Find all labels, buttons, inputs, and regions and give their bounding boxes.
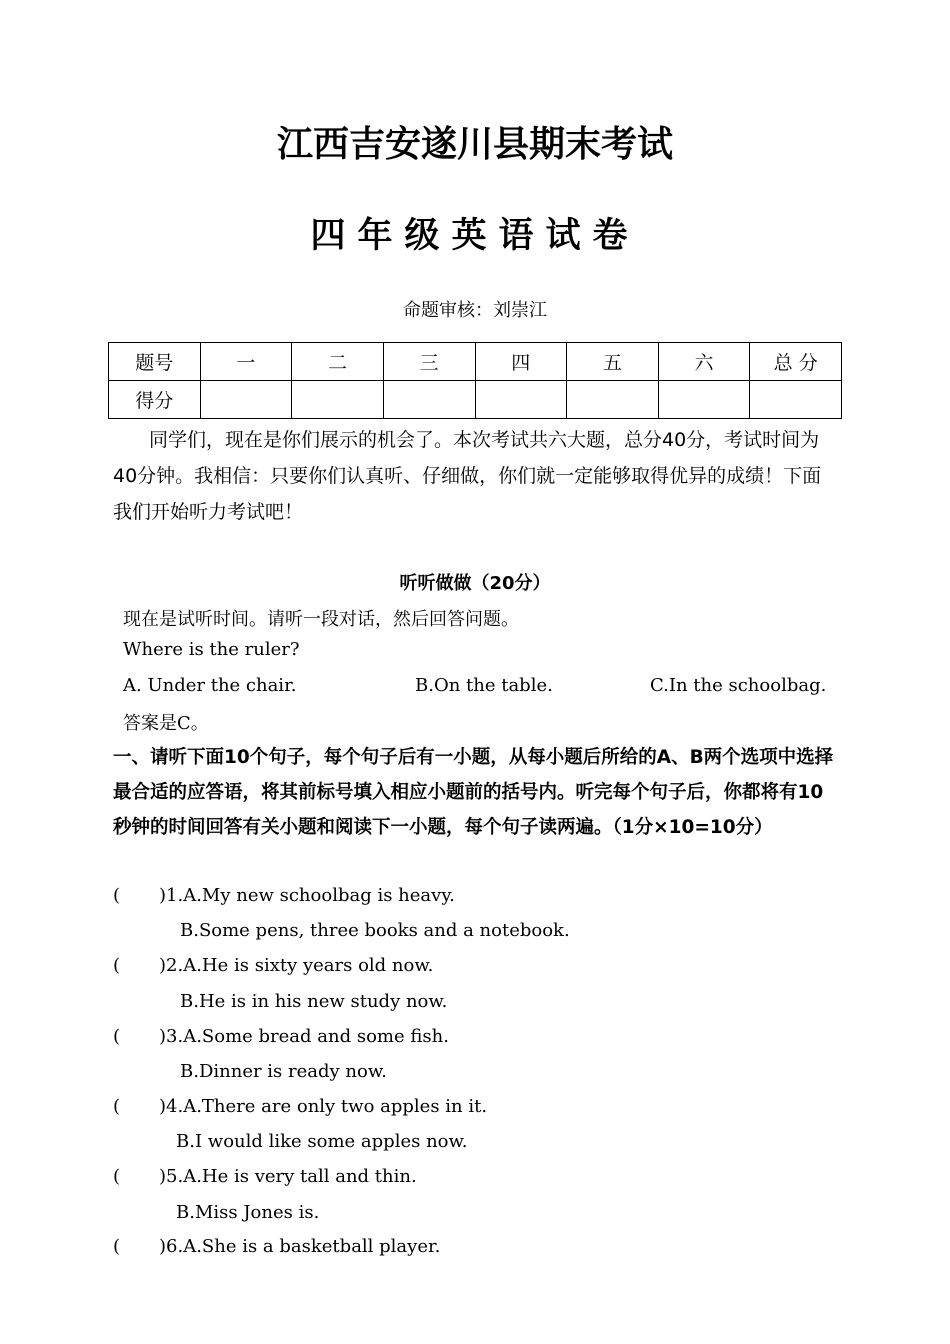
score-cell[interactable] bbox=[750, 381, 842, 419]
score-table-header-cell: 六 bbox=[658, 343, 750, 381]
trial-option-c: C.In the schoolbag. bbox=[650, 675, 827, 696]
trial-instruction: 现在是试听时间。请听一段对话，然后回答问题。 bbox=[123, 609, 519, 630]
score-table-header-cell: 一 bbox=[200, 343, 292, 381]
question-1-option-b: B.Some pens, three books and a notebook. bbox=[180, 920, 570, 941]
trial-option-a: A. Under the chair. bbox=[123, 675, 297, 696]
score-table-header-row bbox=[109, 343, 842, 381]
question-2-option-b: B.He is in his new study now. bbox=[180, 991, 448, 1012]
answer-bracket[interactable]: ( bbox=[113, 955, 121, 976]
question-4-option-a: ( )4.A.There are only two apples in it. bbox=[113, 1096, 488, 1117]
part1-instruction: 一、请听下面10个句子，每个句子后有一小题，从每小题后所给的A、B两个选项中选择最合适的应答语，将其前标号填入相应小题前的括号内。听完每个句子后，你都将有10秒钟的时间回答有关小题和阅读下一小题，每个句子读两遍。（1分×10=10分） bbox=[113, 747, 834, 838]
question-3-option-a: ( )3.A.Some bread and some fish. bbox=[113, 1026, 449, 1047]
exam-subtitle: 四年级英语试卷 bbox=[310, 216, 640, 256]
question-2-option-a: ( )2.A.He is sixty years old now. bbox=[113, 955, 434, 976]
score-cell[interactable] bbox=[200, 381, 292, 419]
score-table-header-cell: 二 bbox=[292, 343, 384, 381]
score-table bbox=[108, 342, 842, 419]
score-cell[interactable] bbox=[475, 381, 567, 419]
exam-title: 江西吉安遂川县期末考试 bbox=[276, 124, 673, 165]
trial-option-b: B.On the table. bbox=[415, 675, 553, 696]
score-cell[interactable] bbox=[383, 381, 475, 419]
score-table-header-cell: 四 bbox=[475, 343, 567, 381]
trial-answer: 答案是C。 bbox=[123, 713, 209, 734]
score-table-score-row bbox=[109, 381, 842, 419]
question-1-option-a: ( )1.A.My new schoolbag is heavy. bbox=[113, 885, 455, 906]
question-5-option-a: ( )5.A.He is very tall and thin. bbox=[113, 1166, 417, 1187]
score-table-header-cell: 总 分 bbox=[750, 343, 842, 381]
trial-question: Where is the ruler? bbox=[123, 639, 300, 660]
answer-bracket[interactable]: ( bbox=[113, 1236, 121, 1257]
listening-section-title: 听听做做（20分） bbox=[399, 573, 551, 594]
score-cell[interactable] bbox=[658, 381, 750, 419]
answer-bracket[interactable]: ( bbox=[113, 1096, 121, 1117]
answer-bracket[interactable]: ( bbox=[113, 1166, 121, 1187]
intro-paragraph: 同学们，现在是你们展示的机会了。本次考试共六大题，总分40分，考试时间为40分钟。我相信：只要你们认真听、仔细做，你们就一定能够取得优异的成绩！下面我们开始听力考试吧！ bbox=[113, 429, 822, 523]
question-6-option-a: ( )6.A.She is a basketball player. bbox=[113, 1236, 441, 1257]
score-cell[interactable] bbox=[292, 381, 384, 419]
score-table-header-cell: 三 bbox=[383, 343, 475, 381]
score-table-header-cell: 题号 bbox=[109, 343, 201, 381]
answer-bracket[interactable]: ( bbox=[113, 885, 121, 906]
author-line: 命题审核：刘崇江 bbox=[403, 300, 547, 321]
score-table-header-cell: 五 bbox=[567, 343, 659, 381]
answer-bracket[interactable]: ( bbox=[113, 1026, 121, 1047]
question-3-option-b: B.Dinner is ready now. bbox=[180, 1061, 387, 1082]
score-row-label: 得分 bbox=[109, 381, 201, 419]
score-cell[interactable] bbox=[567, 381, 659, 419]
question-4-option-b: B.I would like some apples now. bbox=[176, 1131, 468, 1152]
question-5-option-b: B.Miss Jones is. bbox=[176, 1202, 320, 1223]
